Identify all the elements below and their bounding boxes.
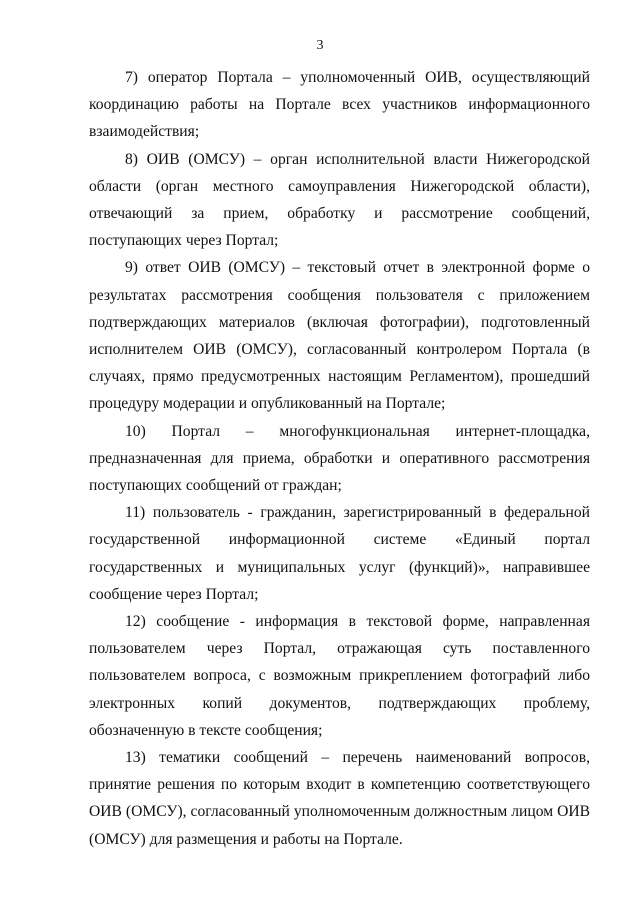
paragraph-item-8: 8) ОИВ (ОМСУ) – орган исполнительной власти Нижегородской области (орган местного самоуправления Нижегородской области), отвечающий за прием, обработку и рассмотрение сообщений, поступающих через Портал; — [89, 150, 590, 250]
paragraph-item-13: 13) тематики сообщений – перечень наименований вопросов, принятие решения по которым входит в компетенцию соответствующего ОИВ (ОМСУ), согласованный уполномоченным должностным лицом ОИВ (ОМСУ) для размещения и работы на Портале. — [89, 749, 590, 848]
paragraph-item-10: 10) Портал – многофункциональная интернет-площадка, предназначенная для приема, обработки и оперативного рассмотрения поступающих сообщений от граждан; — [89, 422, 590, 495]
paragraph-item-12: 12) сообщение - информация в текстовой форме, направленная пользователем через Портал, отражающая суть поставленного пользователем вопроса, с возможным прикреплением фотографий либо электронных копий документов, подтверждающих проблему, обозначенную в тексте сообщения; — [89, 613, 590, 739]
document-body — [89, 64, 590, 853]
page-number: 3 — [316, 38, 324, 53]
paragraph-item-11: 11) пользователь - гражданин, зарегистрированный в федеральной государственной информационной системе «Единый портал государственных и муниципальных услуг (функций)», направившее сообщение через Портал; — [89, 504, 590, 603]
paragraph-item-9: 9) ответ ОИВ (ОМСУ) – текстовый отчет в электронной форме о результатах рассмотрения сообщения пользователя с приложением подтверждающих материалов (включая фотографии), подготовленный исполнителем ОИВ (ОМСУ), согласованный контролером Портала (в случаях, прямо предусмотренных настоящим Регламентом), прошедший процедуру модерации и опубликованный на Портале; — [89, 259, 590, 413]
paragraph-item-7: 7) оператор Портала – уполномоченный ОИВ, осуществляющий координацию работы на Портале всех участников информационного взаимодействия; — [89, 69, 590, 141]
